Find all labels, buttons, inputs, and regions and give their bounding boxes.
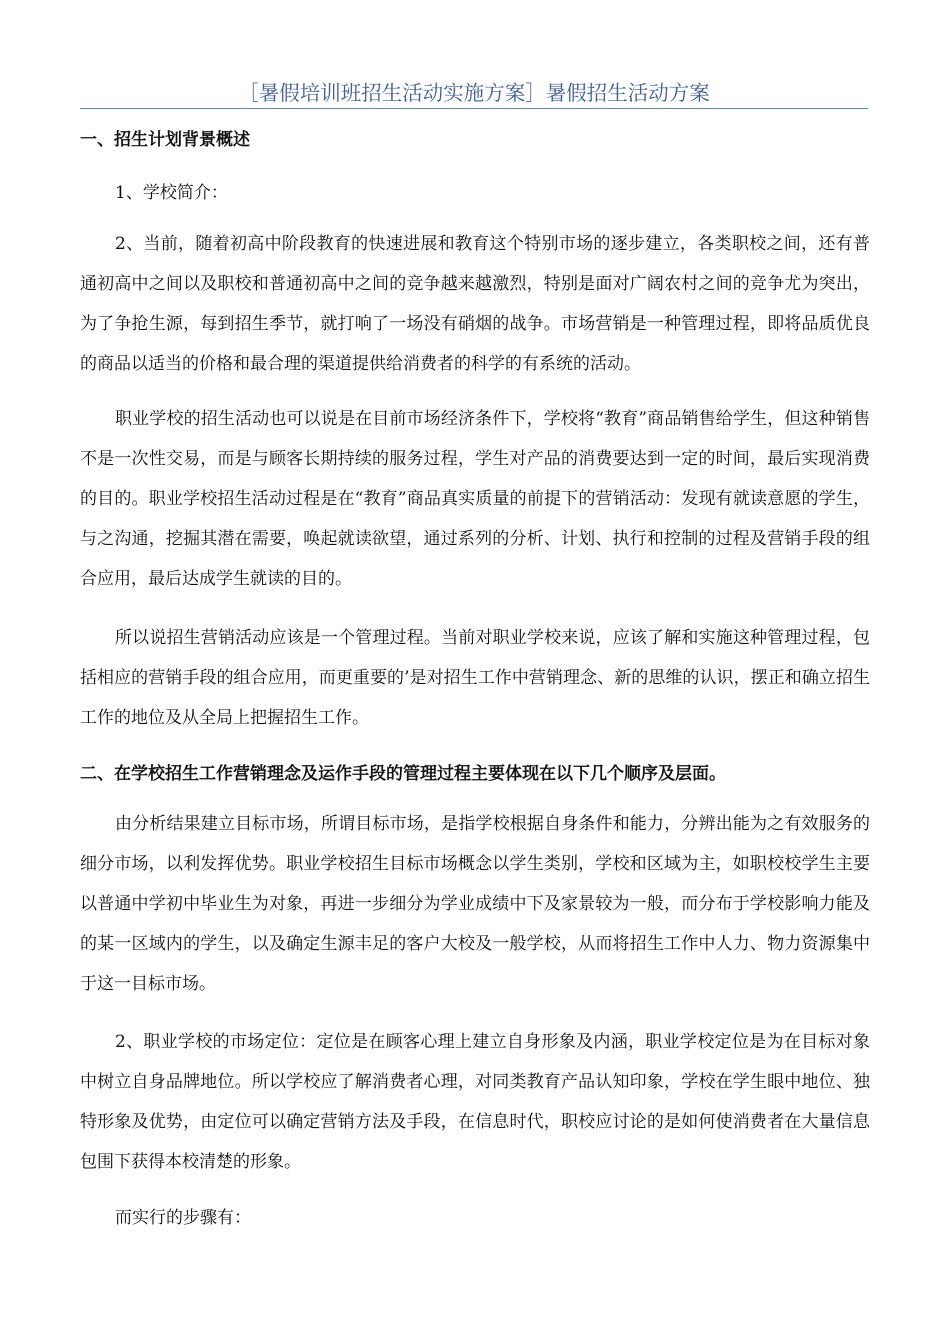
section-2-heading: 二、在学校招生工作营销理念及运作手段的管理过程主要体现在以下几个顺序及层面。 <box>80 764 726 784</box>
section-2-paragraph-3: 而实行的步骤有： <box>115 1208 251 1228</box>
section-1-heading: 一、招生计划背景概述 <box>80 130 250 150</box>
section-2-paragraph-1: 由分析结果建立目标市场，所谓目标市场，是指学校根据自身条件和能力，分辨出能为之有效服务的细分市场，以利发挥优势。职业学校招生目标市场概念以学生类别，学校和区域为主，如职校校学生主要以普通中学初中毕业生为对象，再进一步细分为学业成绩中下及家景较为一般，而分布于学校影响力能及的某一区域内的学生，以及确定生源丰足的客户大校及一般学校，从而将招生工作中人力、物力资源集中于这一目标市场。 <box>80 814 870 994</box>
section-1-paragraph-1: 1、学校简介： <box>115 183 228 203</box>
section-1-paragraph-4: 所以说招生营销活动应该是一个管理过程。当前对职业学校来说，应该了解和实施这种管理过程，包括相应的营销手段的组合应用，而更重要的’是对招生工作中营销理念、新的思维的认识，摆正和确立招生工作的地位及从全局上把握招生工作。 <box>80 628 870 728</box>
page-header-title: ［暑假培训班招生活动实施方案］暑假招生活动方案 <box>80 78 868 109</box>
section-2-paragraph-2: 2、职业学校的市场定位：定位是在顾客心理上建立自身形象及内涵，职业学校定位是为在目标对象中树立自身品牌地位。所以学校应了解消费者心理，对同类教育产品认知印象，学校在学生眼中地位、独特形象及优势，由定位可以确定营销方法及手段，在信息时代，职校应讨论的是如何使消费者在大量信息包围下获得本校清楚的形象。 <box>80 1032 870 1172</box>
section-1-paragraph-3: 职业学校的招生活动也可以说是在目前市场经济条件下，学校将“教育”商品销售给学生，但这种销售不是一次性交易，而是与顾客长期持续的服务过程，学生对产品的消费要达到一定的时间，最后实现消费的目的。职业学校招生活动过程是在“教育”商品真实质量的前提下的营销活动：发现有就读意愿的学生，与之沟通，挖掘其潜在需要，唤起就读欲望，通过系列的分析、计划、执行和控制的过程及营销手段的组合应用，最后达成学生就读的目的。 <box>80 409 870 589</box>
section-1-paragraph-2: 2、当前，随着初高中阶段教育的快速进展和教育这个特别市场的逐步建立，各类职校之间，还有普通初高中之间以及职校和普通初高中之间的竞争越来越激烈，特别是面对广阔农村之间的竞争尤为突出，为了争抢生源，每到招生季节，就打响了一场没有硝烟的战争。市场营销是一种管理过程，即将品质优良的商品以适当的价格和最合理的渠道提供给消费者的科学的有系统的活动。 <box>80 234 870 374</box>
